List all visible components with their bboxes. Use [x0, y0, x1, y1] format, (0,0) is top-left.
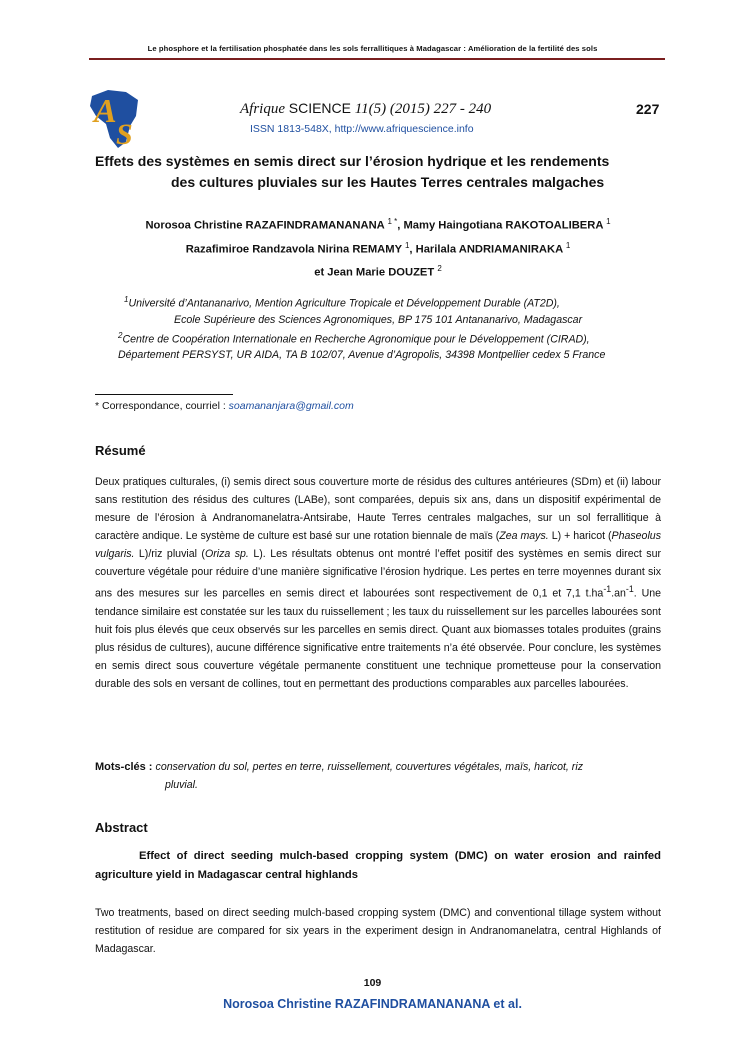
keywords-line-1: conservation du sol, pertes en terre, ruissellement, couvertures végétales, maïs, haricot, riz [155, 761, 583, 773]
resume-text-3: L)/riz pluvial ( [134, 547, 205, 560]
keywords-line-2: pluvial. [165, 778, 198, 791]
unit-sup-an: -1 [625, 584, 634, 595]
abstract-title: Effect of direct seeding mulch-based cropping system (DMC) on water erosion and rainfed agriculture yield in Madagascar central highlands [95, 850, 661, 881]
abstract-heading: Abstract [95, 820, 148, 835]
author-4-affil: 1 [565, 240, 571, 250]
footer-author: Norosoa Christine RAZAFINDRAMANANANA et al. [223, 997, 522, 1011]
author-5-affil: 2 [437, 264, 442, 274]
page-number: 227 [636, 101, 660, 117]
correspondance-label: * Correspondance, courriel : [95, 400, 229, 412]
correspondance [95, 400, 354, 412]
affil-1-marker: 1 [124, 295, 129, 304]
header-rule [89, 58, 665, 60]
author-3: Razafimiroe Randzavola Nirina REMAMY [185, 243, 402, 256]
affil-1-line-2: Ecole Supérieure des Sciences Agronomiques, BP 175 101 Antananarivo, Madagascar [174, 313, 583, 326]
abstract-paragraph: Two treatments, based on direct seeding mulch-based cropping system (DMC) and conventional tillage system without restitution of residue are compared for six years in the experiment design in Andranomanelatra, central Highlands of Madagascar. [95, 907, 661, 955]
author-3-affil: 1 [404, 240, 410, 250]
issn-line[interactable]: ISSN 1813-548X, http://www.afriquescience.info [250, 123, 474, 135]
species-zea: Zea mays. [499, 529, 549, 542]
svg-text:S: S [116, 118, 133, 151]
affil-2-marker: 2 [118, 330, 123, 340]
correspondance-email[interactable]: soamananjara@gmail.com [228, 400, 354, 412]
journal-citation [240, 100, 491, 118]
title-line-1: Effets des systèmes en semis direct sur l’érosion hydrique et les rendements [95, 153, 610, 169]
affil-2-line-1: Centre de Coopération Internationale en Recherche Agronomique pour le Développement (CIRAD), [122, 333, 590, 346]
footnote-rule [95, 394, 233, 395]
folio-number: 109 [363, 977, 382, 989]
affil-1-line-1: Université d’Antananarivo, Mention Agriculture Tropicale et Développement Durable (AT2D), [128, 297, 560, 310]
species-oriza: Oriza sp. [204, 547, 249, 560]
author-1-affil: 1 * [387, 217, 398, 226]
affiliations [118, 292, 648, 363]
journal-name: Afrique [240, 101, 285, 117]
resume-paragraph [95, 474, 661, 693]
author-list [95, 212, 661, 283]
author-1: Norosoa Christine RAZAFINDRAMANANANA [145, 219, 385, 232]
affil-2-line-2: Département PERSYST, UR AIDA, TA B 102/07, Avenue d’Agropolis, 34398 Montpellier cedex 5 France [118, 349, 606, 362]
unit-sup-ha: -1 [603, 584, 612, 595]
journal-issue: 11(5) (2015) 227 - 240 [354, 101, 492, 117]
keywords [95, 759, 661, 794]
svg-text:A: A [94, 93, 117, 130]
running-head: Le phosphore et la fertilisation phosphatée dans les sols ferrallitiques à Madagascar : Amélioration de la fertilité des sols [147, 44, 598, 53]
resume-text-2: L) + haricot ( [548, 529, 612, 542]
keywords-label: Mots-clés : [95, 761, 156, 773]
author-5: et Jean Marie DOUZET [314, 267, 435, 280]
resume-text-4: L). Les résultats obtenus ont montré l’effet positif des systèmes en semis direct sur couverture végétale pour réduire d’une manière significative l’érosion hydrique. Les pertes en terre moyennes durant six ans des mesures sur les parcelles en semis direct et labourées sont respectivement de 0,1 et 7,1 t.ha [95, 547, 662, 600]
resume-heading: Résumé [95, 443, 146, 458]
resume-text-6: . Une tendance similaire est constatée sur les taux du ruissellement ; les taux du ruissellement sur les parcelles labourées sont huit fois plus élevés que ceux observés sur les parcelles en semis direct. Quant aux biomasses totales produites (grains plus résidus de cultures), aucune différence significative entre traitements n’a été observée. Pour conclure, les systèmes en semis direct sous couverture végétale permanente constituent une technique prometteuse pour la conservation durable des sols en versant de collines, tout en permettant des productions comparables aux parcelles labourées. [95, 587, 661, 690]
resume-text-5: .an [611, 587, 626, 600]
journal-logo [86, 86, 148, 152]
species-phaseolus: Phaseolus vulgaris. [95, 529, 661, 560]
resume-text-1: Deux pratiques culturales, (i) semis direct sous couverture morte de résidus des cultures antérieures (SDm) et (ii) labour sans restitution des résidus des cultures (LABe), sont comparées, depuis six ans, dans un dispositif expérimental de mesure de l’érosion à Andranomanelatra-Antsirabe, Haute Terres centrales malgaches, sur un sol ferrallitique à caractère andique. Le système de culture est basé sur une rotation biennale de maïs ( [95, 476, 661, 542]
title-line-2: des cultures pluviales sur les Hautes Terres centrales malgaches [171, 174, 605, 190]
article-title [95, 151, 665, 193]
author-2-affil: 1 [606, 217, 611, 226]
author-4: , Harilala ANDRIAMANIRAKA [409, 243, 563, 256]
author-2: , Mamy Haingotiana RAKOTOALIBERA [397, 219, 603, 232]
journal-science: SCIENCE [288, 100, 351, 116]
